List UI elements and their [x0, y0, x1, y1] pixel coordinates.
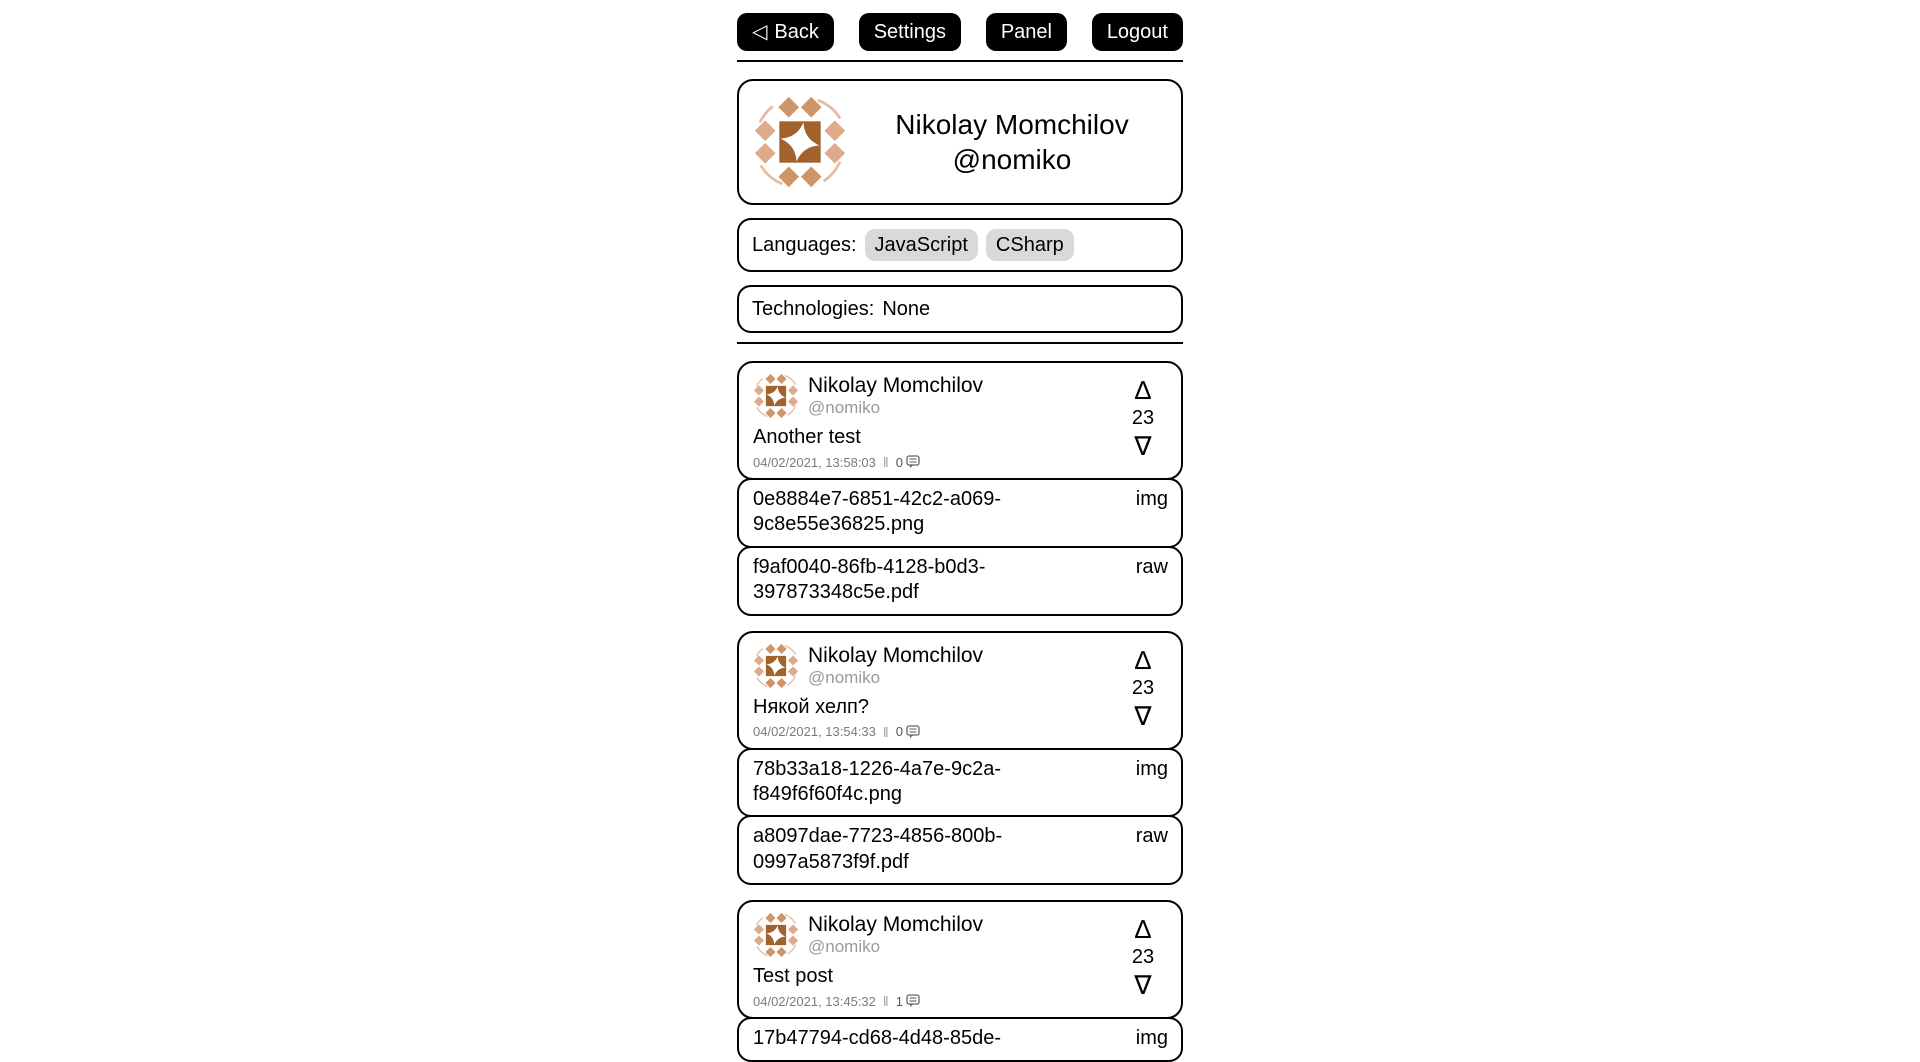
top-nav [737, 13, 1183, 51]
vote-column [1117, 373, 1169, 470]
post-author-name: Nikolay Momchilov [808, 643, 984, 667]
back-button-label: Back [774, 21, 819, 43]
attachment-row[interactable] [737, 748, 1183, 818]
languages-label: Languages: [752, 233, 857, 256]
post-author-handle: @nomiko [808, 667, 881, 687]
vote-column [1117, 643, 1169, 740]
attachment-type-badge: raw [1135, 825, 1168, 848]
settings-button[interactable] [859, 13, 961, 51]
upvote-button[interactable]: ∆ [1131, 645, 1155, 675]
post-group [737, 361, 1183, 616]
content-column [737, 0, 1183, 1062]
comment-icon [906, 455, 920, 469]
back-button[interactable] [737, 13, 834, 51]
post-timestamp: 04/02/2021, 13:45:32 [753, 993, 876, 1009]
post-card[interactable] [737, 631, 1183, 750]
post-title: Another test [753, 426, 861, 448]
post-comment-count: 1 [895, 993, 903, 1009]
technologies-box [737, 285, 1183, 333]
upvote-button[interactable]: ∆ [1131, 375, 1155, 405]
back-arrow-icon: ◁ [752, 21, 768, 43]
post-comment-count: 0 [895, 454, 903, 470]
post-timestamp: 04/02/2021, 13:58:03 [753, 454, 876, 470]
panel-button-label: Panel [1000, 21, 1052, 43]
post-comments [896, 455, 920, 470]
profile-handle: @nomiko [952, 144, 1072, 175]
post-author-name: Nikolay Momchilov [808, 374, 984, 398]
post-title: Някой хелп? [753, 695, 869, 718]
attachment-row[interactable] [737, 478, 1183, 548]
attachment-filename: 17b47794-cd68-4d48-85de- [753, 1027, 1001, 1050]
post-comments [896, 994, 920, 1009]
post-author-avatar [753, 373, 799, 419]
posts-divider [737, 342, 1183, 344]
posts-list [737, 361, 1183, 1062]
vote-score: 23 [1131, 407, 1155, 429]
post-main [753, 912, 1117, 1009]
attachment-type-badge: raw [1135, 555, 1168, 578]
post-timestamp: 04/02/2021, 13:54:33 [753, 724, 876, 740]
post-header [753, 373, 1117, 419]
attachment-type-badge: img [1135, 757, 1168, 780]
post-comments [896, 724, 920, 739]
logout-button[interactable] [1092, 13, 1183, 51]
post-author-block [808, 913, 983, 957]
panel-button[interactable] [986, 13, 1067, 51]
profile-avatar [753, 95, 847, 189]
post-title: Test post [753, 965, 834, 988]
attachment-row[interactable] [737, 1017, 1183, 1061]
meta-separator: ‖ [882, 454, 889, 470]
post-main [753, 643, 1117, 740]
post-main [753, 373, 1117, 470]
meta-separator: ‖ [882, 723, 889, 740]
attachment-row[interactable] [737, 815, 1183, 885]
logout-button-label: Logout [1106, 21, 1168, 43]
downvote-button[interactable]: ∇ [1130, 431, 1155, 461]
attachment-row[interactable] [737, 546, 1183, 616]
comment-icon [906, 994, 920, 1008]
attachment-filename: 78b33a18-1226-4a7e-9c2a-f849f6f60f4c.png [753, 757, 1001, 805]
post-author-block [808, 644, 983, 688]
upvote-button[interactable]: ∆ [1131, 914, 1155, 944]
profile-name: Nikolay Momchilov [895, 109, 1129, 140]
technologies-label: Technologies: [752, 297, 875, 320]
post-author-block [808, 374, 983, 418]
post-card[interactable] [737, 361, 1183, 480]
vote-score: 23 [1131, 676, 1155, 699]
technologies-value: None [882, 297, 931, 320]
post-author-name: Nikolay Momchilov [808, 913, 984, 937]
post-group [737, 631, 1183, 886]
comment-icon [906, 725, 920, 739]
post-card[interactable] [737, 900, 1183, 1019]
attachment-type-badge: img [1135, 488, 1168, 510]
vote-score: 23 [1131, 946, 1155, 969]
post-author-handle: @nomiko [808, 398, 881, 418]
language-badge-javascript: JavaScript [865, 229, 978, 261]
post-meta [753, 993, 1117, 1009]
attachment-filename: a8097dae-7723-4856-800b-0997a5873f9f.pdf [753, 825, 1003, 873]
settings-button-label: Settings [873, 21, 946, 43]
attachment-filename: 0e8884e7-6851-42c2-a069-9c8e55e36825.png [753, 488, 1001, 536]
attachment-type-badge: img [1135, 1027, 1168, 1050]
vote-column [1117, 912, 1169, 1009]
post-header [753, 912, 1117, 958]
downvote-button[interactable]: ∇ [1130, 701, 1155, 731]
languages-box [737, 218, 1183, 272]
profile-card [737, 79, 1183, 205]
language-badge-csharp: CSharp [986, 229, 1074, 261]
post-comment-count: 0 [895, 724, 903, 740]
profile-name-block [857, 107, 1167, 177]
post-author-handle: @nomiko [808, 937, 881, 957]
post-meta [753, 724, 1117, 740]
post-author-avatar [753, 643, 799, 689]
nav-divider [737, 60, 1183, 62]
post-header [753, 643, 1117, 689]
post-author-avatar [753, 912, 799, 958]
downvote-button[interactable]: ∇ [1130, 970, 1155, 1000]
attachment-filename: f9af0040-86fb-4128-b0d3-397873348c5e.pdf [753, 555, 986, 604]
meta-separator: ‖ [882, 993, 889, 1010]
post-meta [753, 454, 1117, 470]
post-group [737, 900, 1183, 1061]
